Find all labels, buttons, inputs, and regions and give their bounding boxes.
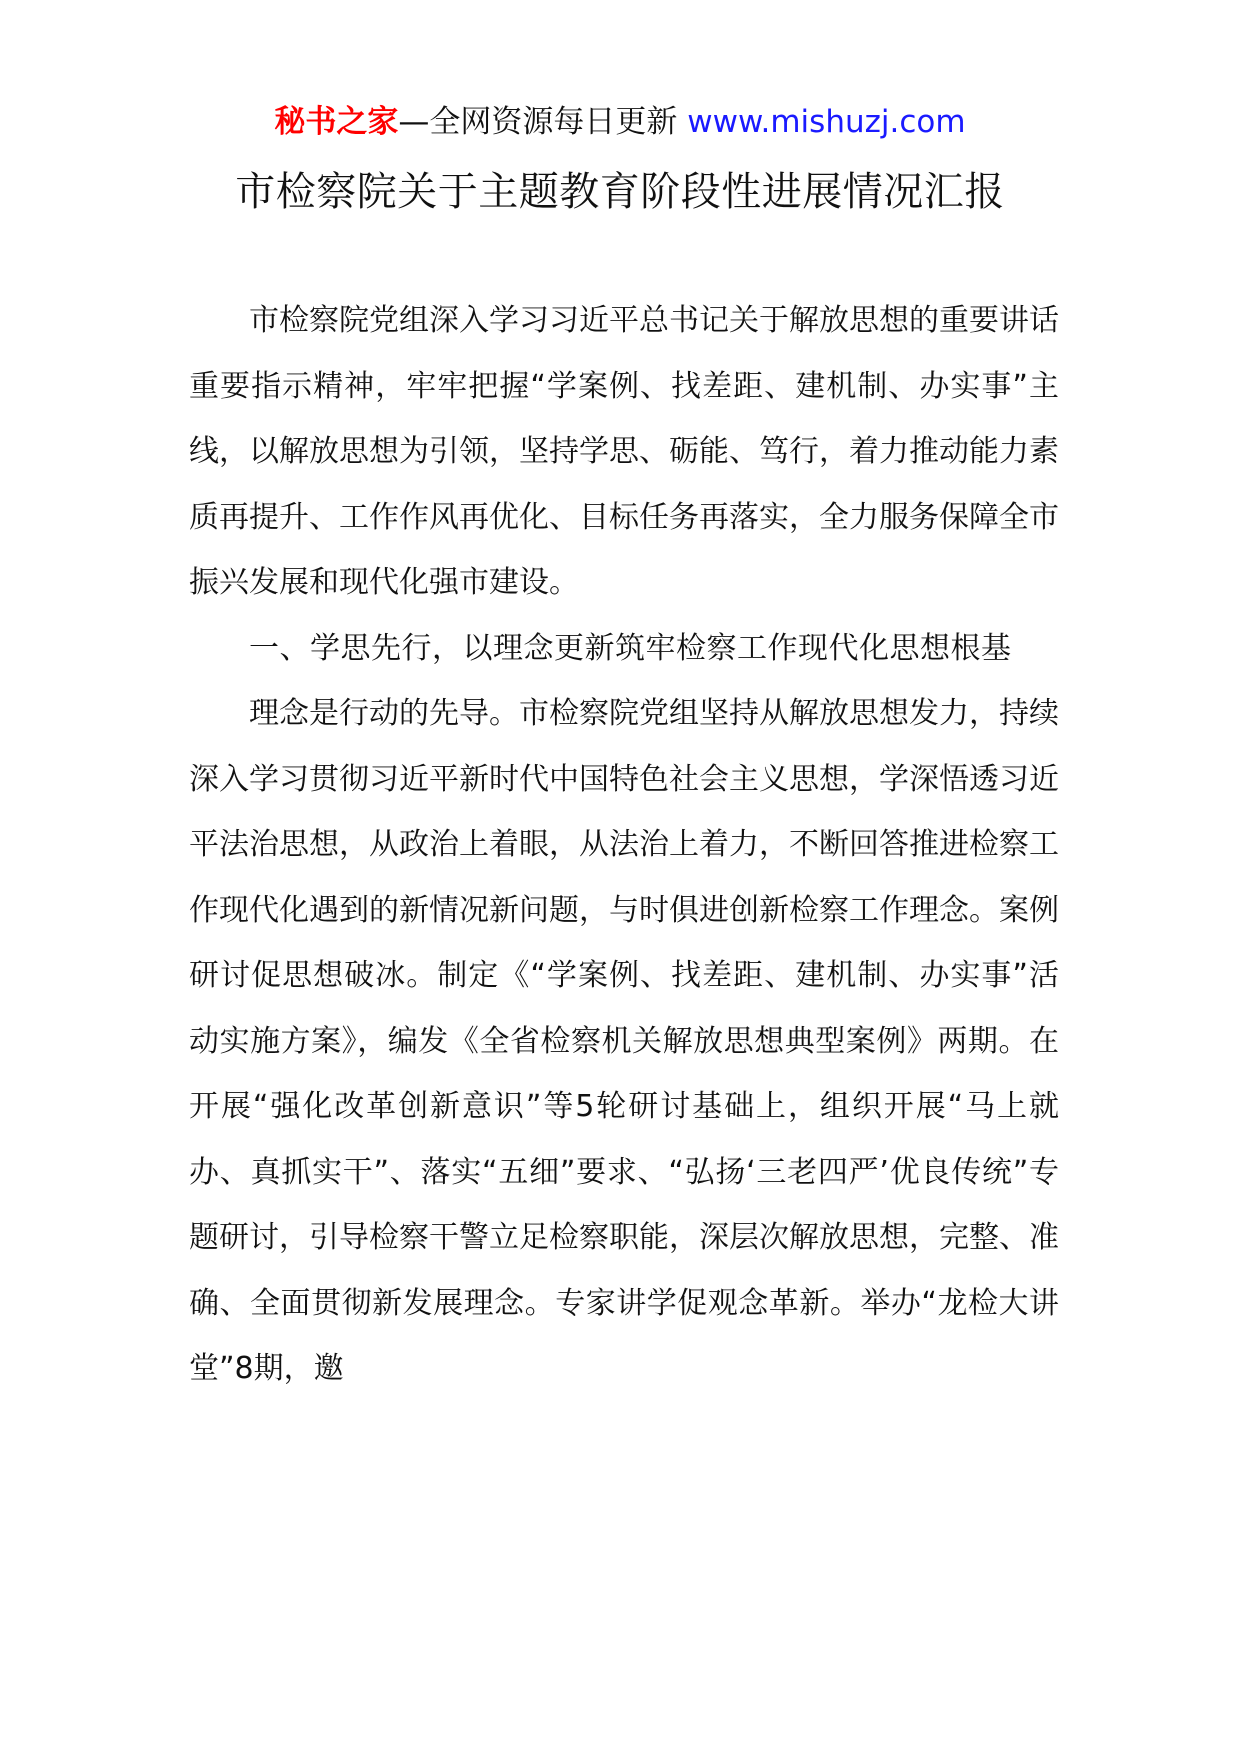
intro-paragraph: 市检察院党组深入学习习近平总书记关于解放思想的重要讲话重要指示精神，牢牢把握“学案例、找差距、建机制、办实事”主线，以解放思想为引领，坚持学思、砺能、笃行，着力推动能力素质再提升、工作作风再优化、目标任务再落实，全力服务保障全市振兴发展和现代化强市建设。 [189,303,1059,600]
watermark-header [0,100,1240,144]
section-heading: 一、学思先行，以理念更新筑牢检察工作现代化思想根基 [249,630,1012,666]
body-paragraph: 理念是行动的先导。市检察院党组坚持从解放思想发力，持续深入学习贯彻习近平新时代中国特色社会主义思想，学深悟透习近平法治思想，从政治上着眼，从法治上着力，不断回答推进检察工作现代化遇到的新情况新问题，与时俱进创新检察工作理念。案例研讨促思想破冰。制定《“学案例、找差距、建机制、办实事”活动实施方案》，编发《全省检察机关解放思想典型案例》两期。在开展“强化改革创新意识”等5轮研讨基础上，组织开展“马上就办、真抓实干”、落实“五细”要求、“弘扬‘三老四严’优良传统”专题研讨，引导检察干警立足检察职能，深层次解放思想，完整、准确、全面贯彻新发展理念。专家讲学促观念革新。举办“龙检大讲堂”8期，邀 [189,696,1059,1386]
header-tagline: —全网资源每日更新 [398,104,688,140]
brand-name: 秘书之家 [274,104,399,140]
document-body [189,288,1059,1402]
document-title: 市检察院关于主题教育阶段性进展情况汇报 [235,169,1005,215]
website-link[interactable]: www.mishuzj.com [687,104,966,140]
